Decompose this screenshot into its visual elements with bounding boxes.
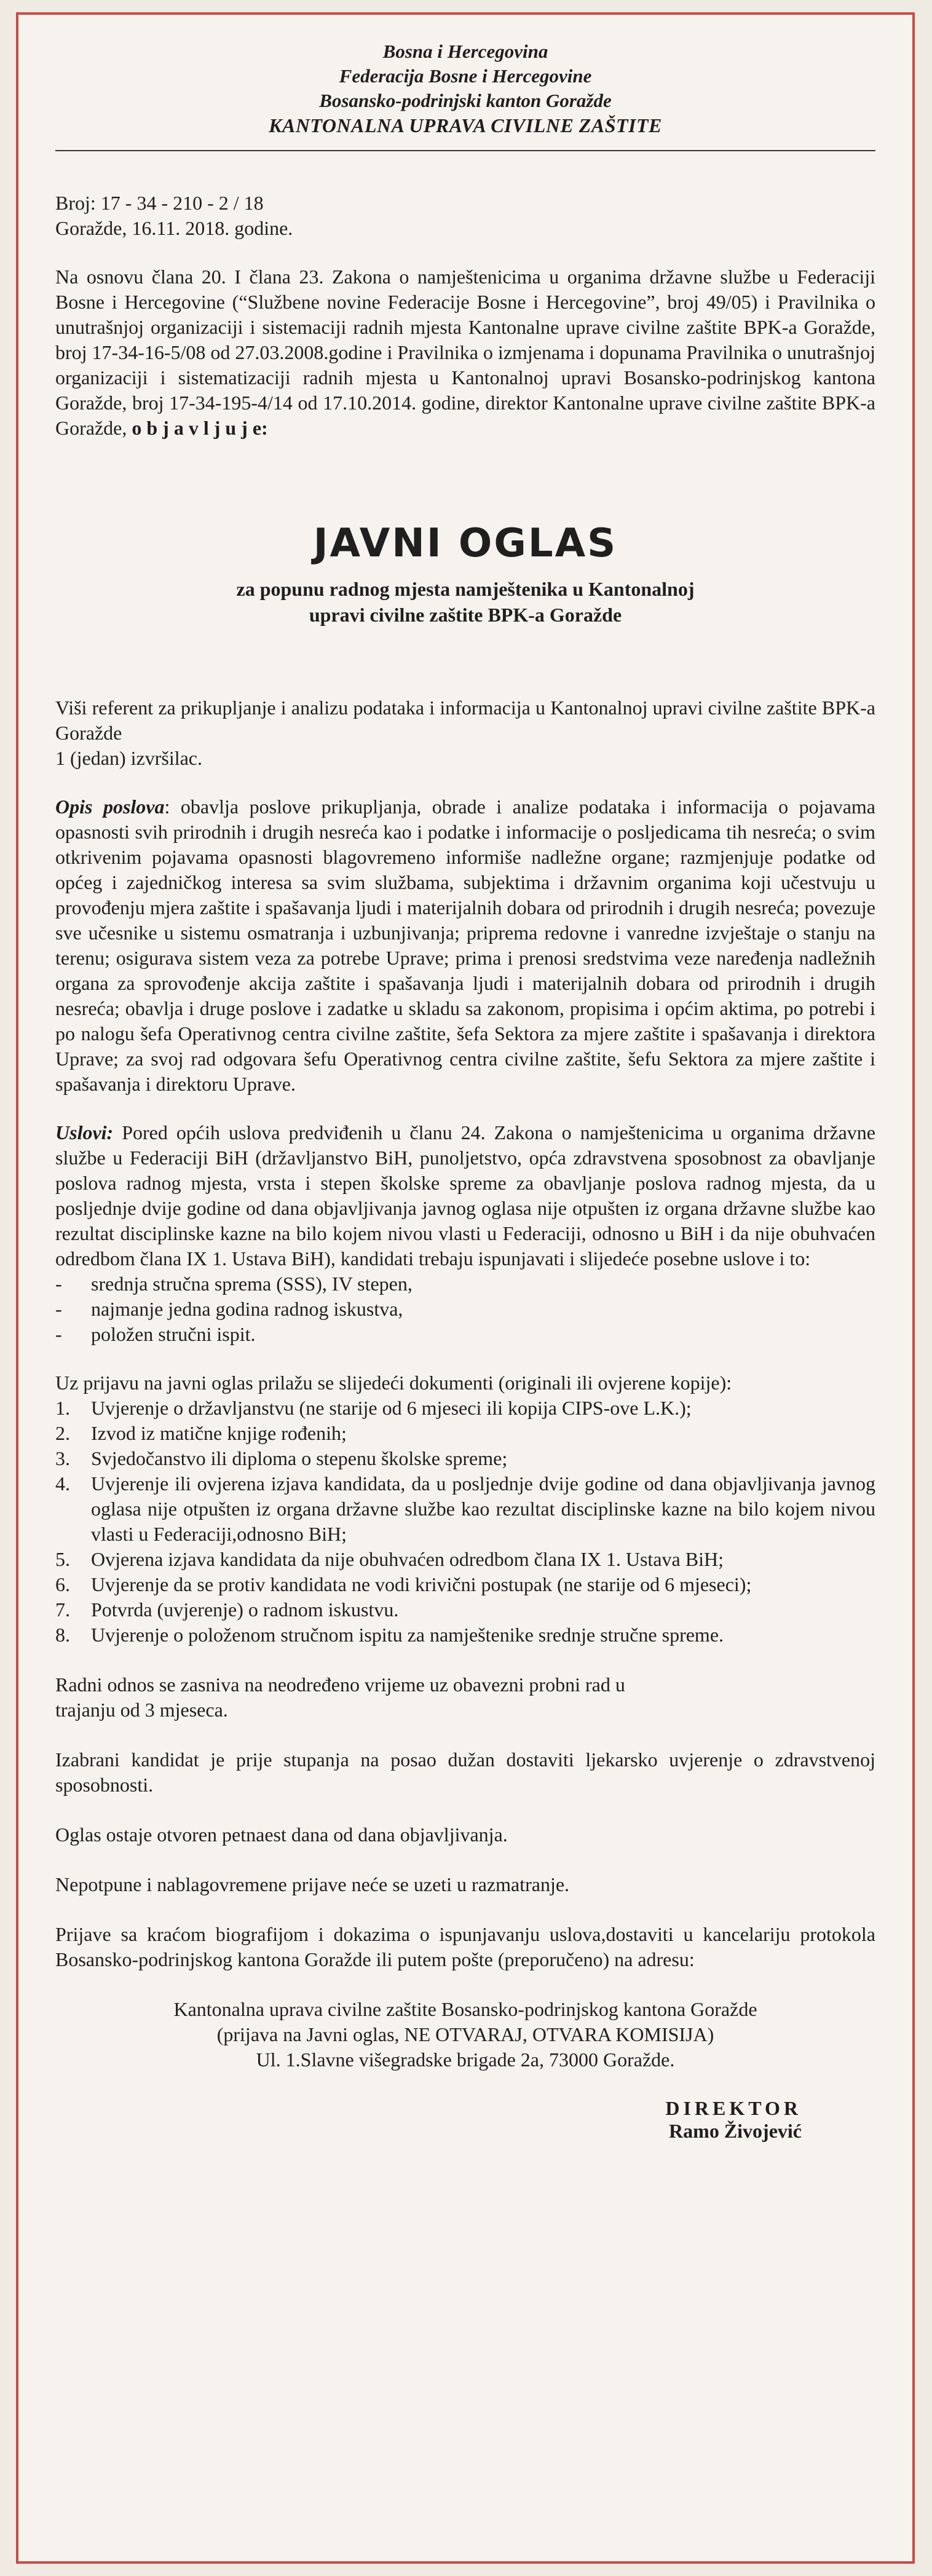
document-text: Uvjerenje da se protiv kandidata ne vodi krivični postupak (ne starije od 6 mjeseci); (91, 1573, 752, 1595)
document-number: 1. (55, 1397, 70, 1419)
document-text: Uvjerenje o položenom stručnom ispitu za namještenike srednje stručne spreme. (91, 1624, 724, 1646)
place-date: Goražde, 16.11. 2018. godine. (55, 217, 293, 239)
documents-list (55, 1396, 875, 1648)
conditions-label: Uslovi: (55, 1121, 114, 1144)
conditions-paragraph (55, 1120, 875, 1271)
document-text: Izvod iz matične knjige rođenih; (91, 1422, 347, 1444)
duties-text: : obavlja poslove prikupljanja, obrade i analize podataka i informacija o pojavama opasnosti svih prirodnih i drugih nesreća kao i podatke i informacije o posljedicama tih nesreća; o svim otkrivenim pojavama opasnosti blagovremeno informiše nadležne organe; razmjenjuje podatke od općeg i zajedničkog interesa sa svim službama, subjektima i državnim organima koji učestvuju u provođenju mjera zaštite i spašavanja ljudi i materijalnih dobara od prirodnih i drugih nesreća; povezuje sve učesnike u sistemu osmatranja i uzbunjivanja; priprema redovne i vanredne izvještaje o stanju na terenu; osigurava sistem veza za potrebe Uprave; prima i prenosi sredstvima veze naređenja nadležnih organa za sprovođenje akcija zaštite i spašavanja ljudi i materijalnih dobara od prirodnih i drugih nesreća; obavlja i druge poslove i zadatke u skladu sa zakonom, propisima i općim aktima, po potrebi i po nalogu šefa Operativnog centra civilne zaštite, šefa Sektora za mjere zaštite i spašavanja i direktora Uprave; za svoj rad odgovara šefu Operativnog centra civilne zaštite, šefu Sektora za mjere zaštite i spašavanja i direktoru Uprave. (55, 796, 876, 1095)
document-number: 2. (55, 1422, 70, 1444)
document-item (55, 1396, 875, 1421)
notice-subtitle-line1: za popunu radnog mjesta namještenika u Kantonalnoj (236, 578, 695, 600)
conditions-text: Pored općih uslova predviđenih u članu 24. Zakona o namještenicima u organima državne službe u Federaciji BiH (državljanstvo BiH, punoljetstvo, opća zdravstvena sposobnost za obavljanje poslova radnog mjesta, vrsta i stepen školske spreme za obavljanje poslova radnog mjesta, da u posljednje dvije godine od dana objavljivanja javnog oglasa nije otpušten iz organa državne službe kao rezultat disciplinske kazne na bilo kojem nivou vlasti u Federaciji, odnosno u BiH i da nije obuhvaćen odredbom člana IX 1. Ustava BiH), kandidati trebaju ispunjavati i slijedeće posebne uslove i to: (55, 1121, 875, 1270)
header-federation: Federacija Bosne i Hercegovine (339, 65, 592, 87)
signature-block (55, 2097, 875, 2143)
institution-header (55, 39, 875, 138)
signature-role: DIREKTOR (665, 2097, 802, 2119)
submission-instructions: Prijave sa kraćom biografijom i dokazima o ispunjavanju uslova,dostaviti u kancelariju protokola Bosansko-podrinjskog kantona Goražde ili putem pošte (preporučeno) na adresu: (55, 1923, 875, 1970)
documents-intro: Uz prijavu na javni oglas prilažu se slijedeći dokumenti (originali ili ovjerene kopije): (55, 1372, 732, 1394)
document-number: 4. (55, 1472, 70, 1495)
address-line2: (prijava na Javni oglas, NE OTVARAJ, OTVARA KOMISIJA) (216, 2023, 714, 2045)
document-text: Ovjerena izjava kandidata da nije obuhvaćen odredbom člana IX 1. Ustava BiH; (91, 1548, 724, 1570)
header-canton: Bosansko-podrinjski kanton Goražde (319, 90, 612, 111)
document-text: Uvjerenje o državljanstvu (ne starije od 6 mjeseci ili kopija CIPS-ove L.K.); (91, 1397, 692, 1419)
document-number: 8. (55, 1624, 70, 1646)
document-item (55, 1547, 875, 1572)
position-count: 1 (jedan) izvršilac. (55, 747, 202, 769)
notice-frame (16, 12, 915, 2564)
mailing-address (55, 1997, 875, 2072)
signature-name: Ramo Živojević (669, 2120, 802, 2142)
position-name: Viši referent za prikupljanje i analizu podataka i informacija u Kantonalnoj upravi civilne zaštite BPK-a Goražde (55, 697, 875, 744)
document-item (55, 1471, 875, 1547)
legal-basis-paragraph (55, 264, 875, 441)
document-item (55, 1446, 875, 1471)
medical-requirement: Izabrani kandidat je prije stupanja na posao dužan dostaviti ljekarsko uvjerenje o zdravstvenoj sposobnosti. (55, 1748, 875, 1796)
header-country: Bosna i Hercegovina (382, 41, 548, 62)
document-text: Svjedočanstvo ili diploma o stepenu školske spreme; (91, 1447, 508, 1469)
conditions-list (55, 1271, 875, 1347)
document-text: Potvrda (uvjerenje) o radnom iskustvu. (91, 1598, 399, 1621)
document-number: 3. (55, 1447, 70, 1469)
announce-word: o b j a v l j u j e: (132, 417, 268, 439)
condition-item: - položen stručni ispit. (55, 1322, 875, 1347)
document-number: 6. (55, 1573, 70, 1595)
document-item (55, 1622, 875, 1648)
duties-paragraph (55, 794, 875, 1097)
header-divider (55, 150, 875, 151)
incomplete-applications: Nepotpune i nablagovremene prijave neće se uzeti u razmatranje. (55, 1873, 570, 1895)
address-line1: Kantonalna uprava civilne zaštite Bosansko-podrinjskog kantona Goražde (173, 1998, 757, 2020)
document-item (55, 1572, 875, 1597)
reference-number: Broj: 17 - 34 - 210 - 2 / 18 (55, 192, 264, 214)
notice-content (55, 39, 875, 2143)
notice-open-period: Oglas ostaje otvoren petnaest dana od dana objavljivanja. (55, 1823, 508, 1846)
duties-label: Opis poslova (55, 796, 165, 818)
document-text: Uvjerenje ili ovjerena izjava kandidata, da u posljednje dvije godine od dana objavljivanja javnog oglasa nije otpušten iz organa državne službe kao rezultat disciplinske kazne na bilo kojem nivou vlasti u Federaciji,odnosno BiH; (91, 1472, 875, 1545)
header-agency: KANTONALNA UPRAVA CIVILNE ZAŠTITE (269, 114, 662, 136)
legal-basis-text: Na osnovu člana 20. I člana 23. Zakona o namještenicima u organima državne službe u Federaciji Bosne i Hercegovine (“Službene novine Federacije Bosne i Hercegovine”, broj 49/05) i Pravilnika o unutrašnjoj organizaciji i sistemaciji radnih mjesta Kantonalne uprave civilne zaštite BPK-a Goražde, broj 17-34-16-5/08 od 27.03.2008.godine i Pravilnika o izmjenama i dopunama Pravilnika o unutrašnjoj organizaciji i sistematizaciji radnih mjesta u Kantonalnoj upravi Bosansko-podrinjskog kantona Goražde, broj 17-34-195-4/14 od 17.10.2014. godine, direktor Kantonalne uprave civilne zaštite BPK-a Goražde, (55, 266, 875, 439)
condition-item: - najmanje jedna godina radnog iskustva, (55, 1297, 875, 1322)
condition-item: - srednja stručna sprema (SSS), IV stepen, (55, 1271, 875, 1297)
employment-terms: Radni odnos se zasniva na neodređeno vrijeme uz obavezni probni rad u trajanju od 3 mjeseca. (55, 1673, 625, 1721)
address-line3: Ul. 1.Slavne višegradske brigade 2a, 73000 Goražde. (256, 2049, 675, 2071)
notice-subtitle-line2: upravi civilne zaštite BPK-a Goražde (309, 604, 622, 626)
notice-subtitle (55, 576, 875, 628)
document-number: 5. (55, 1548, 70, 1570)
document-item (55, 1597, 875, 1622)
document-number: 7. (55, 1598, 70, 1621)
document-item (55, 1421, 875, 1446)
notice-title: JAVNI OGLAS (313, 521, 618, 566)
